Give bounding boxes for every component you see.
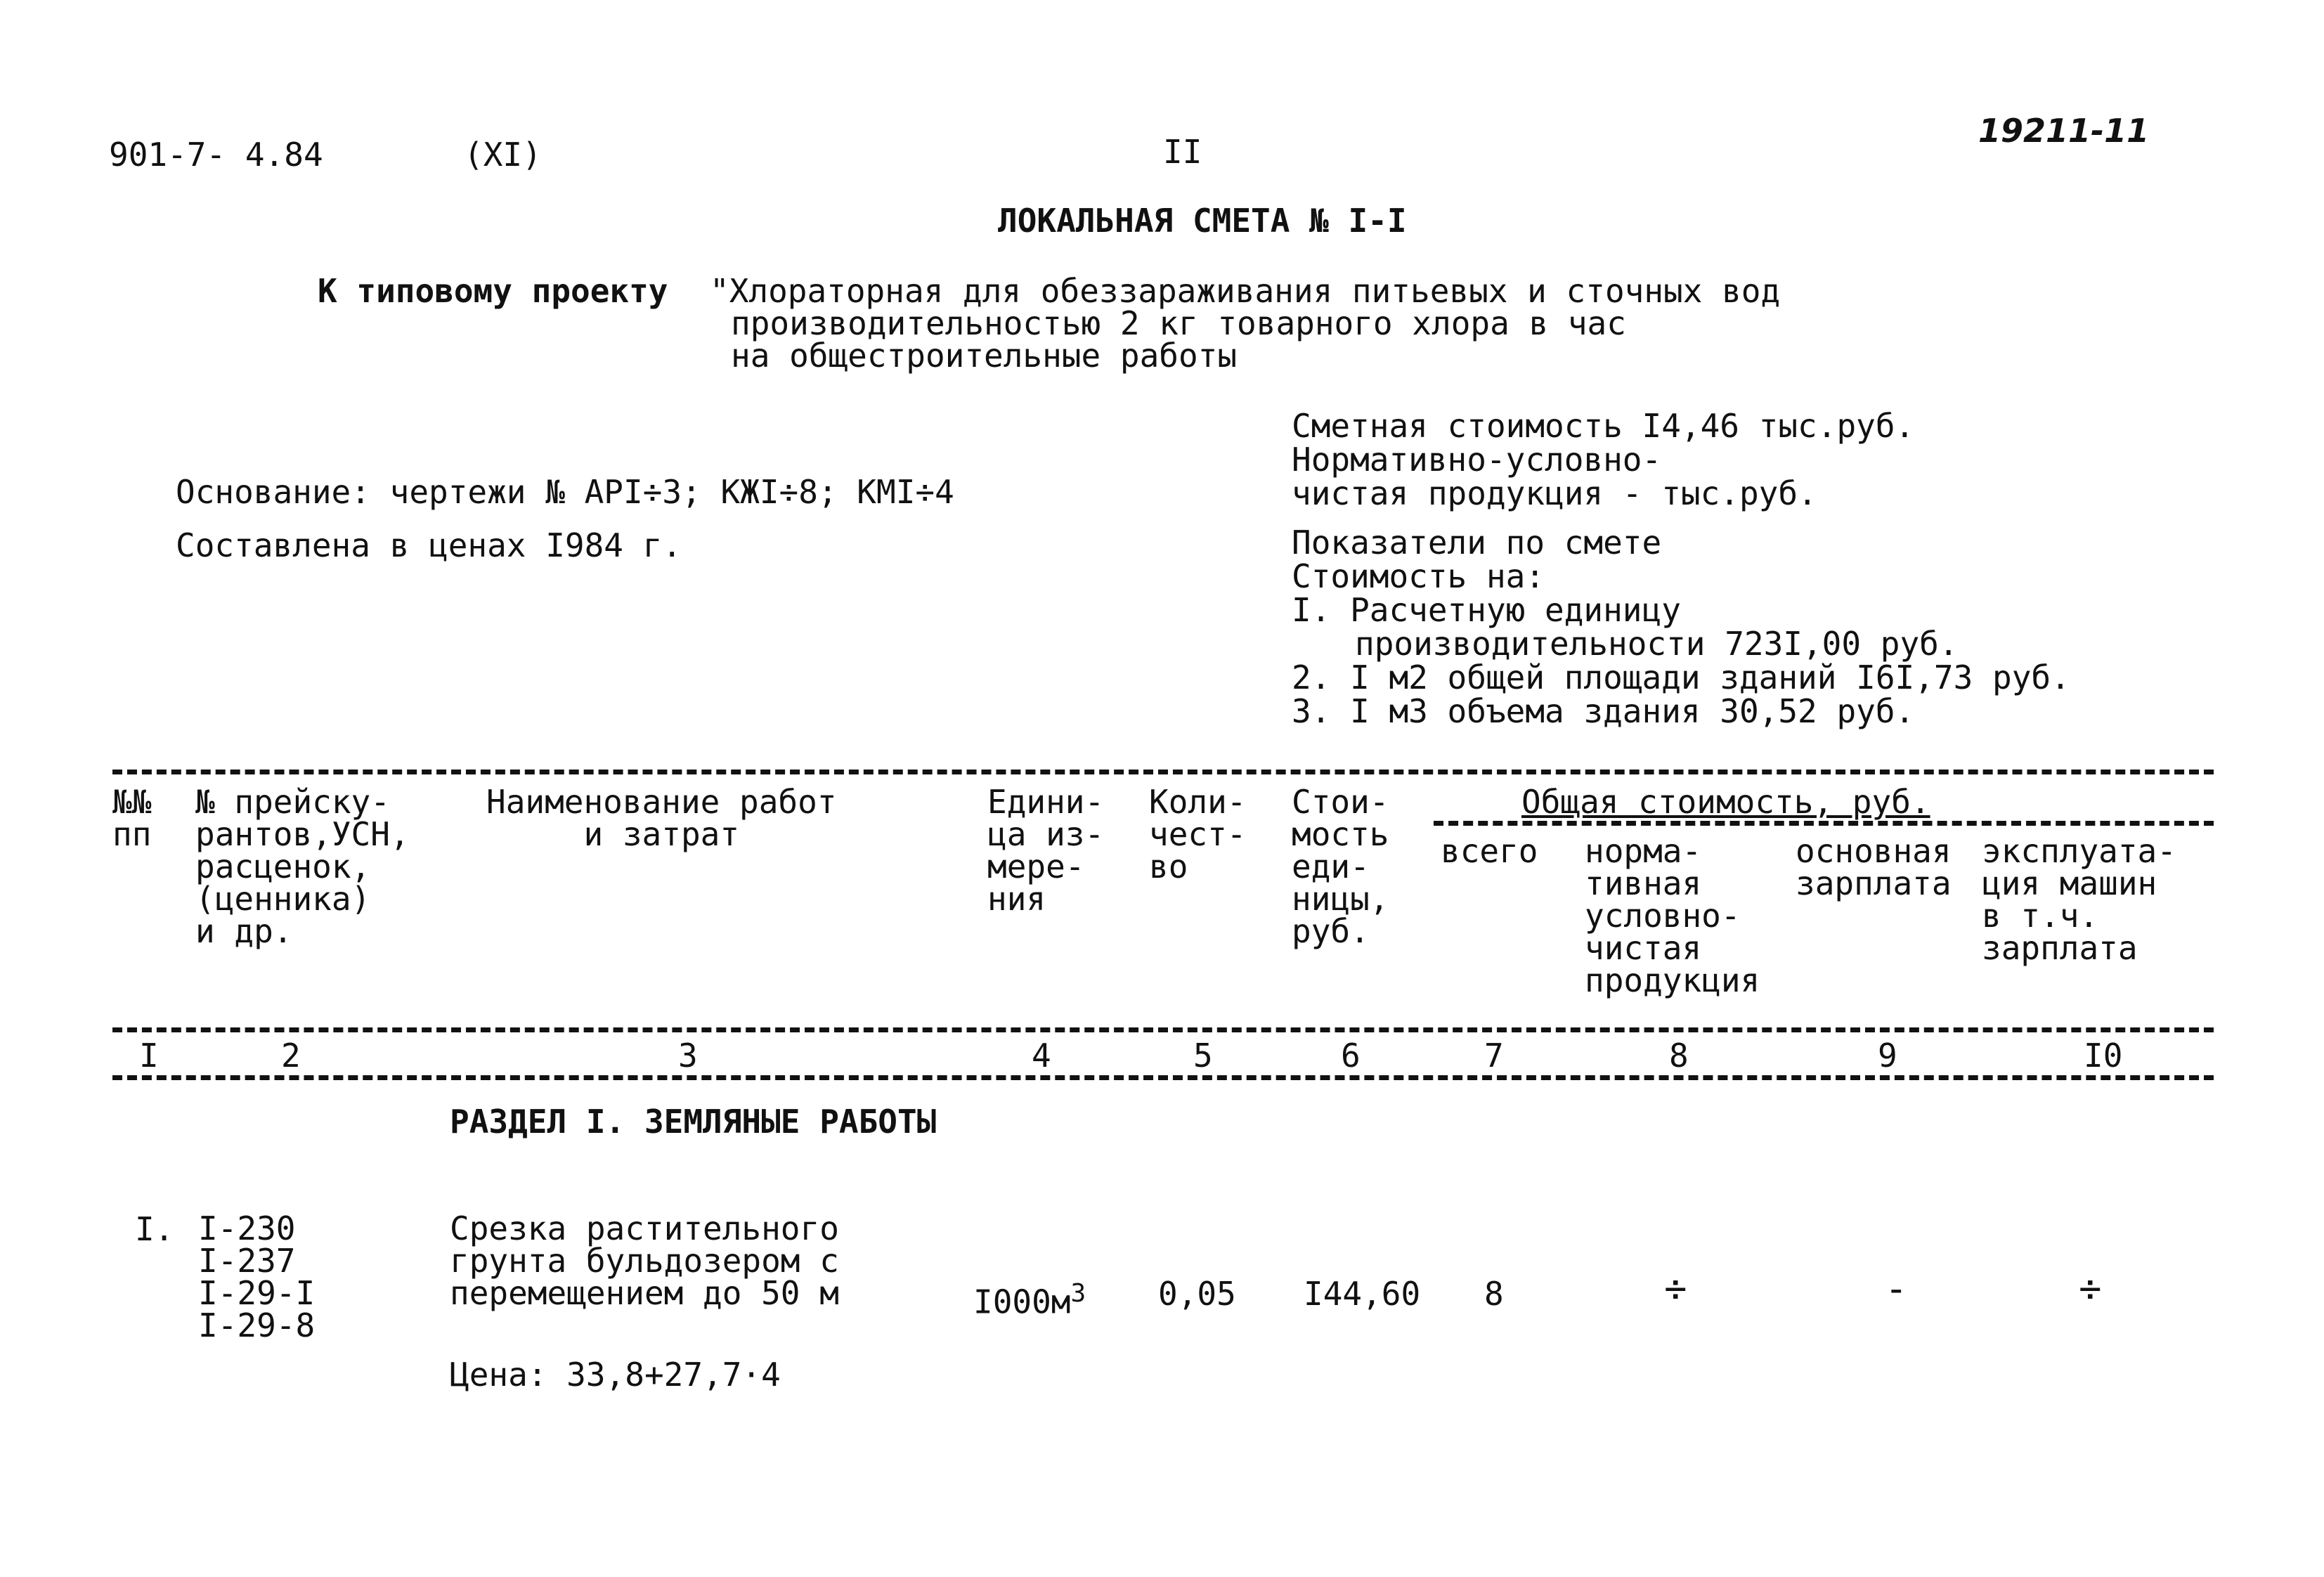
header-col-10: эксплуата- ция машин в т.ч. зарплата bbox=[1982, 832, 2176, 967]
column-number-7: 7 bbox=[1484, 1037, 1504, 1075]
row-1-codes: I-230 I-237 I-29-I I-29-8 bbox=[198, 1209, 316, 1344]
column-number-5: 5 bbox=[1193, 1037, 1213, 1075]
inventory-number: 19211-11 bbox=[1978, 112, 2150, 150]
row-1-name: Срезка растительного грунта бульдозером с перемещением до 50 м bbox=[450, 1209, 839, 1312]
column-number-4: 4 bbox=[1032, 1037, 1051, 1075]
column-number-9: 9 bbox=[1878, 1037, 1897, 1075]
estimated-cost: Сметная стоимость I4,46 тыс.руб. bbox=[1292, 407, 1915, 445]
header-col-5: Коли- чест- во bbox=[1149, 783, 1247, 885]
row-1-machines: ÷ bbox=[2079, 1266, 2102, 1311]
table-top-rule bbox=[112, 770, 2214, 774]
row-1-normative: ÷ bbox=[1664, 1266, 1687, 1311]
header-col-6: Стои- мость еди- ницы, руб. bbox=[1292, 783, 1389, 950]
project-line-2: производительностью 2 кг товарного хлора в час bbox=[731, 304, 1626, 342]
column-number-1: I bbox=[139, 1037, 159, 1075]
header-col-3: Наименование работ и затрат bbox=[486, 783, 837, 853]
document-title: ЛОКАЛЬНАЯ СМЕТА № I-I bbox=[998, 202, 1407, 240]
indicator-item-2: 2. I м2 общей площади зданий I6I,73 руб. bbox=[1292, 658, 2070, 696]
doc-part: (XI) bbox=[464, 136, 542, 174]
header-col-7: всего bbox=[1441, 832, 1538, 870]
column-numbers-rule bbox=[112, 1075, 2214, 1080]
column-number-10: I0 bbox=[2084, 1037, 2123, 1075]
column-number-6: 6 bbox=[1341, 1037, 1361, 1075]
column-number-3: 3 bbox=[678, 1037, 698, 1075]
page-number: II bbox=[1163, 133, 1202, 171]
normative-line-2: чистая продукция - тыс.руб. bbox=[1292, 474, 1817, 512]
row-1-quantity: 0,05 bbox=[1158, 1275, 1236, 1313]
indicator-item-1b: производительности 723I,00 руб. bbox=[1355, 625, 1959, 663]
column-number-2: 2 bbox=[281, 1037, 301, 1075]
row-1-number: I. bbox=[135, 1210, 174, 1248]
header-col-9: основная зарплата bbox=[1796, 832, 1952, 902]
row-1-unit: $I000м^3$ bbox=[973, 1279, 1086, 1321]
header-group-total-cost: Общая стоимость, руб. bbox=[1521, 783, 1930, 821]
indicator-item-1a: I. Расчетную единицу bbox=[1292, 591, 1681, 629]
doc-code: 901-7- 4.84 bbox=[109, 136, 323, 174]
indicator-item-3: 3. I м3 объема здания 30,52 руб. bbox=[1292, 692, 1915, 730]
normative-line-1: Нормативно-условно- bbox=[1292, 441, 1662, 479]
header-col-8: норма- тивная условно- чистая продукция bbox=[1585, 832, 1760, 999]
section-title: РАЗДЕЛ I. ЗЕМЛЯНЫЕ РАБОТЫ bbox=[450, 1103, 937, 1141]
header-col-2: № прейску- рантов,УСН, расценок, (ценника) и др. bbox=[195, 783, 410, 950]
column-number-8: 8 bbox=[1669, 1037, 1689, 1075]
row-1-price-note: Цена: 33,8+27,7·4 bbox=[450, 1356, 781, 1394]
project-line-3: на общестроительные работы bbox=[731, 337, 1238, 375]
row-1-unit-cost: I44,60 bbox=[1304, 1275, 1421, 1313]
indicators-title: Показатели по смете bbox=[1292, 524, 1662, 562]
header-bottom-rule bbox=[112, 1027, 2214, 1032]
prices-year-text: Составлена в ценах I984 г. bbox=[176, 526, 682, 564]
group-header-rule bbox=[1434, 821, 2214, 826]
header-col-1: №№ пп bbox=[112, 783, 152, 853]
basis-text: Основание: чертежи № АРI÷3; КЖI÷8; КМI÷4 bbox=[176, 473, 954, 511]
header-col-4: Едини- ца из- мере- ния bbox=[987, 783, 1105, 918]
row-1-total: 8 bbox=[1484, 1275, 1504, 1313]
project-prefix: К типовому проекту bbox=[318, 272, 668, 310]
row-1-base-salary: - bbox=[1885, 1266, 1908, 1311]
project-line-1: "Хлораторная для обеззараживания питьевых и сточных вод bbox=[710, 272, 1781, 310]
cost-on-label: Стоимость на: bbox=[1292, 557, 1545, 595]
